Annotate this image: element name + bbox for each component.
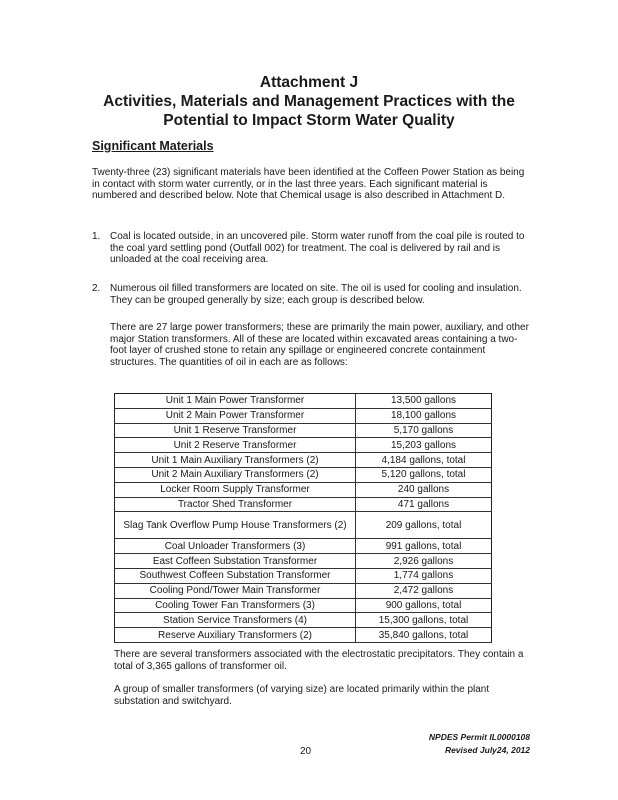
transformer-name: Southwest Coffeen Substation Transformer — [115, 568, 356, 583]
transformer-name: Locker Room Supply Transformer — [115, 482, 356, 497]
table-row — [115, 628, 492, 643]
permit-number: NPDES Permit IL0000108 — [428, 732, 530, 742]
table-row — [115, 482, 492, 497]
small-transformers-paragraph: A group of smaller transformers (of varying size) are located primarily within the plant substation and switchyard. — [114, 684, 490, 707]
table-row — [115, 408, 492, 423]
oil-quantity: 35,840 gallons, total — [356, 628, 492, 643]
oil-quantity: 15,203 gallons — [356, 438, 492, 453]
oil-quantity: 209 gallons, total — [356, 512, 492, 539]
electrostatic-paragraph: There are several transformers associated with the electrostatic precipitators. They contain a total of 3,365 gallons of transformer oil. — [114, 649, 524, 672]
oil-quantity: 471 gallons — [356, 497, 492, 512]
table-row — [115, 512, 492, 539]
document-title-line-2: Potential to Impact Storm Water Quality — [163, 112, 455, 129]
intro-paragraph: Twenty-three (23) significant materials have been identified at the Coffeen Power Station as being in contact with storm water currently, or in the last three years. Each significant material is numbered and described below. Note that Chemical usage is also described in Attachment D. — [92, 167, 525, 201]
table-row — [115, 394, 492, 409]
table-row — [115, 583, 492, 598]
table-row — [115, 598, 492, 613]
transformer-name: Cooling Tower Fan Transformers (3) — [115, 598, 356, 613]
table-row — [115, 568, 492, 583]
footer-permit-info — [429, 731, 530, 757]
transformer-name: East Coffeen Substation Transformer — [115, 554, 356, 569]
transformer-name: Reserve Auxiliary Transformers (2) — [115, 628, 356, 643]
table-row — [115, 539, 492, 554]
transformer-name: Unit 2 Main Auxiliary Transformers (2) — [115, 467, 356, 482]
list-item-number: 2. — [92, 283, 101, 294]
transformer-name: Slag Tank Overflow Pump House Transformers (2) — [115, 512, 356, 539]
oil-quantity: 13,500 gallons — [356, 394, 492, 409]
attachment-title: Attachment J — [259, 74, 359, 91]
list-item-number: 1. — [92, 231, 101, 242]
revision-date: Revised July24, 2012 — [444, 745, 530, 755]
oil-quantity: 240 gallons — [356, 482, 492, 497]
table-row — [115, 467, 492, 482]
transformer-name: Unit 2 Main Power Transformer — [115, 408, 356, 423]
table-row — [115, 423, 492, 438]
oil-quantity: 4,184 gallons, total — [356, 453, 492, 468]
oil-quantity: 991 gallons, total — [356, 539, 492, 554]
section-heading: Significant Materials — [92, 139, 214, 153]
oil-quantity: 5,170 gallons — [356, 423, 492, 438]
transformer-name: Cooling Pond/Tower Main Transformer — [115, 583, 356, 598]
transformer-name: Tractor Shed Transformer — [115, 497, 356, 512]
table-row — [115, 554, 492, 569]
transformer-name: Coal Unloader Transformers (3) — [115, 539, 356, 554]
oil-quantity: 5,120 gallons, total — [356, 467, 492, 482]
transformer-name: Station Service Transformers (4) — [115, 613, 356, 628]
table-row — [115, 613, 492, 628]
oil-quantity: 1,774 gallons — [356, 568, 492, 583]
transformer-paragraph: There are 27 large power transformers; these are primarily the main power, auxiliary, and other major Station transformers. All of these are located within excavated areas containing a two-foot layer of crushed stone to retain any spillage or engineered concrete containment structures. The quantities of oil in each are as follows: — [110, 322, 529, 368]
table-row — [115, 438, 492, 453]
transformer-oil-table — [114, 393, 492, 643]
oil-quantity: 2,926 gallons — [356, 554, 492, 569]
list-item-coal: Coal is located outside, in an uncovered pile. Storm water runoff from the coal pile is routed to the coal yard settling pond (Outfall 002) for treatment. The coal is delivered by rail and is unloaded at the coal receiving area. — [110, 231, 525, 265]
oil-quantity: 2,472 gallons — [356, 583, 492, 598]
transformer-name: Unit 1 Reserve Transformer — [115, 423, 356, 438]
table-row — [115, 497, 492, 512]
page-number: 20 — [300, 746, 312, 757]
transformer-name: Unit 1 Main Power Transformer — [115, 394, 356, 409]
oil-quantity: 18,100 gallons — [356, 408, 492, 423]
table-row — [115, 453, 492, 468]
oil-quantity: 15,300 gallons, total — [356, 613, 492, 628]
document-title-line-1: Activities, Materials and Management Practices with the — [103, 93, 515, 110]
transformer-name: Unit 1 Main Auxiliary Transformers (2) — [115, 453, 356, 468]
oil-quantity: 900 gallons, total — [356, 598, 492, 613]
list-item-transformers: Numerous oil filled transformers are located on site. The oil is used for cooling and insulation. They can be grouped generally by size; each group is described below. — [110, 283, 522, 306]
transformer-name: Unit 2 Reserve Transformer — [115, 438, 356, 453]
